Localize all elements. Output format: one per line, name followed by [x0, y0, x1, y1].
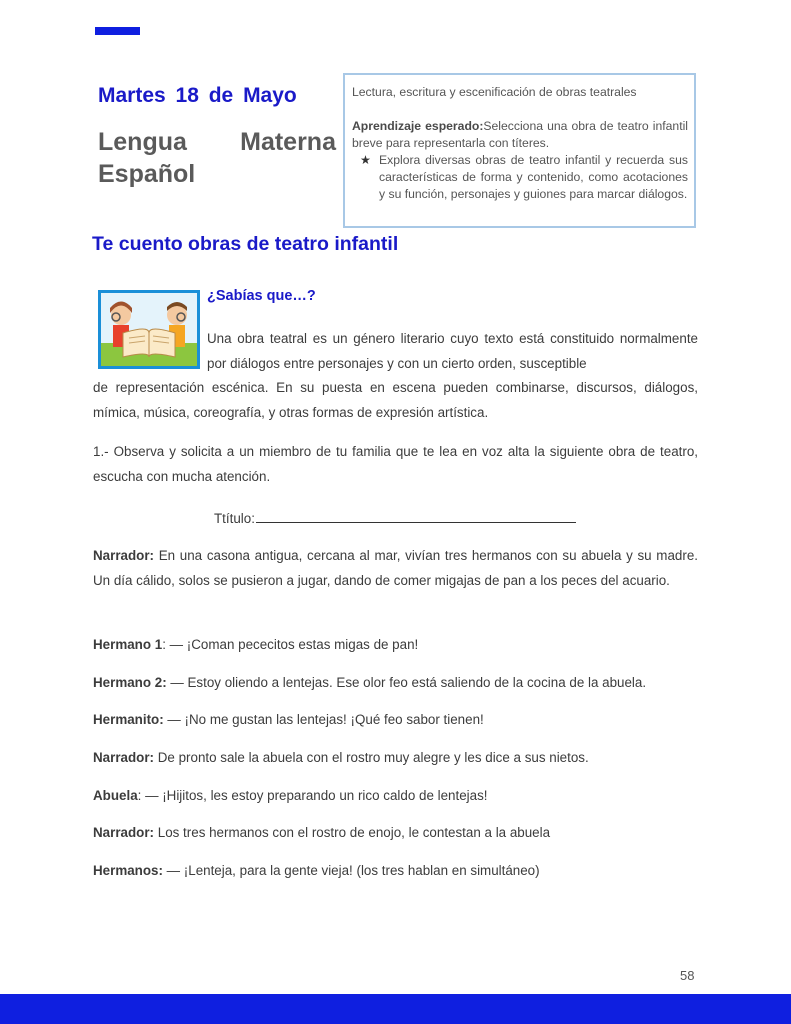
expected-learning — [352, 118, 688, 152]
learning-bullets — [352, 152, 688, 203]
learning-bullet-text: Explora diversas obras de teatro infantil y recuerda sus características de forma y contenido, como acotaciones y su función, personajes y guiones para marcar diálogos. — [379, 153, 688, 201]
line-text: : — ¡Coman pececitos estas migas de pan! — [162, 637, 419, 652]
paragraph-intro-end: de representación escénica. En su puesta en escena pueden combinarse, discursos, diálogos, mímica, música, coreografía, y otras formas de expresión artística. — [93, 380, 698, 420]
paragraph-intro-start: Una obra teatral es un género literario cuyo texto está constituido normalmente por diálogos entre personajes y con un cierto orden, susceptible — [207, 331, 698, 371]
title-blank-line[interactable] — [256, 509, 576, 523]
subject-word-lengua: Lengua — [98, 128, 187, 156]
subject-word-materna: Materna — [240, 128, 336, 156]
speaker: Narrador: — [93, 825, 155, 840]
dialogue-line — [93, 745, 698, 770]
line-text: — ¡No me gustan las lentejas! ¡Qué feo sabor tienen! — [163, 712, 484, 727]
speaker: Narrador: — [93, 548, 155, 563]
line-text: — Estoy oliendo a lentejas. Ese olor feo está saliendo de la cocina de la abuela. — [166, 675, 647, 690]
learning-bullet-item — [352, 152, 688, 203]
line-text: : — ¡Hijitos, les estoy preparando un rico caldo de lentejas! — [137, 788, 488, 803]
speaker: Hermanos: — [93, 863, 163, 878]
title-label: Ttítulo: — [214, 511, 255, 526]
topic-text: Lectura, escritura y escenificación de obras teatrales — [352, 85, 637, 99]
speaker: Hermano 2: — [93, 675, 167, 690]
speaker: Hermanito: — [93, 712, 164, 727]
dialogue-line — [93, 858, 698, 883]
instruction-paragraph: 1.- Observa y solicita a un miembro de tu familia que te lea en voz alta la siguiente obra de teatro, escucha con mucha atención. — [93, 444, 698, 484]
illustration-graphic — [101, 293, 197, 366]
title-field — [214, 509, 576, 526]
expected-learning-label: Aprendizaje esperado: — [352, 119, 484, 133]
speaker: Hermano 1 — [93, 637, 163, 652]
dialogue-line — [93, 543, 698, 593]
bottom-accent-bar — [0, 994, 791, 1024]
section-title: Te cuento obras de teatro infantil — [92, 233, 399, 255]
line-text: — ¡Lenteja, para la gente vieja! (los tres hablan en simultáneo) — [162, 863, 540, 878]
dialogue-line — [93, 707, 698, 732]
subject-word-espanol: Español — [98, 160, 196, 188]
top-accent-bar — [95, 27, 140, 35]
line-text: De pronto sale la abuela con el rostro muy alegre y les dice a sus nietos. — [154, 750, 589, 765]
speaker: Abuela — [93, 788, 138, 803]
page-number: 58 — [680, 968, 695, 983]
learning-info-box — [343, 73, 696, 228]
subject-title — [98, 126, 336, 190]
dialogue-line — [93, 820, 698, 845]
dialogue-line — [93, 783, 698, 808]
sabias-que-heading: ¿Sabías que…? — [207, 288, 316, 304]
line-text: En una casona antigua, cercana al mar, vivían tres hermanos con su abuela y su madre. Un día cálido, solos se pusieron a jugar, dando de comer migajas de pan a los peces del acuario. — [93, 548, 698, 588]
speaker: Narrador: — [93, 750, 155, 765]
dialogue-line — [93, 632, 698, 657]
line-text: Los tres hermanos con el rostro de enojo, le contestan a la abuela — [154, 825, 551, 840]
star-icon: ★ — [360, 153, 371, 167]
dialogue-line — [93, 670, 698, 695]
kids-reading-book-illustration — [98, 290, 200, 369]
expected-learning-text: Selecciona una obra de teatro infantil breve para representarla con títeres. — [352, 119, 688, 150]
lesson-date: Martes 18 de Mayo — [98, 84, 297, 107]
